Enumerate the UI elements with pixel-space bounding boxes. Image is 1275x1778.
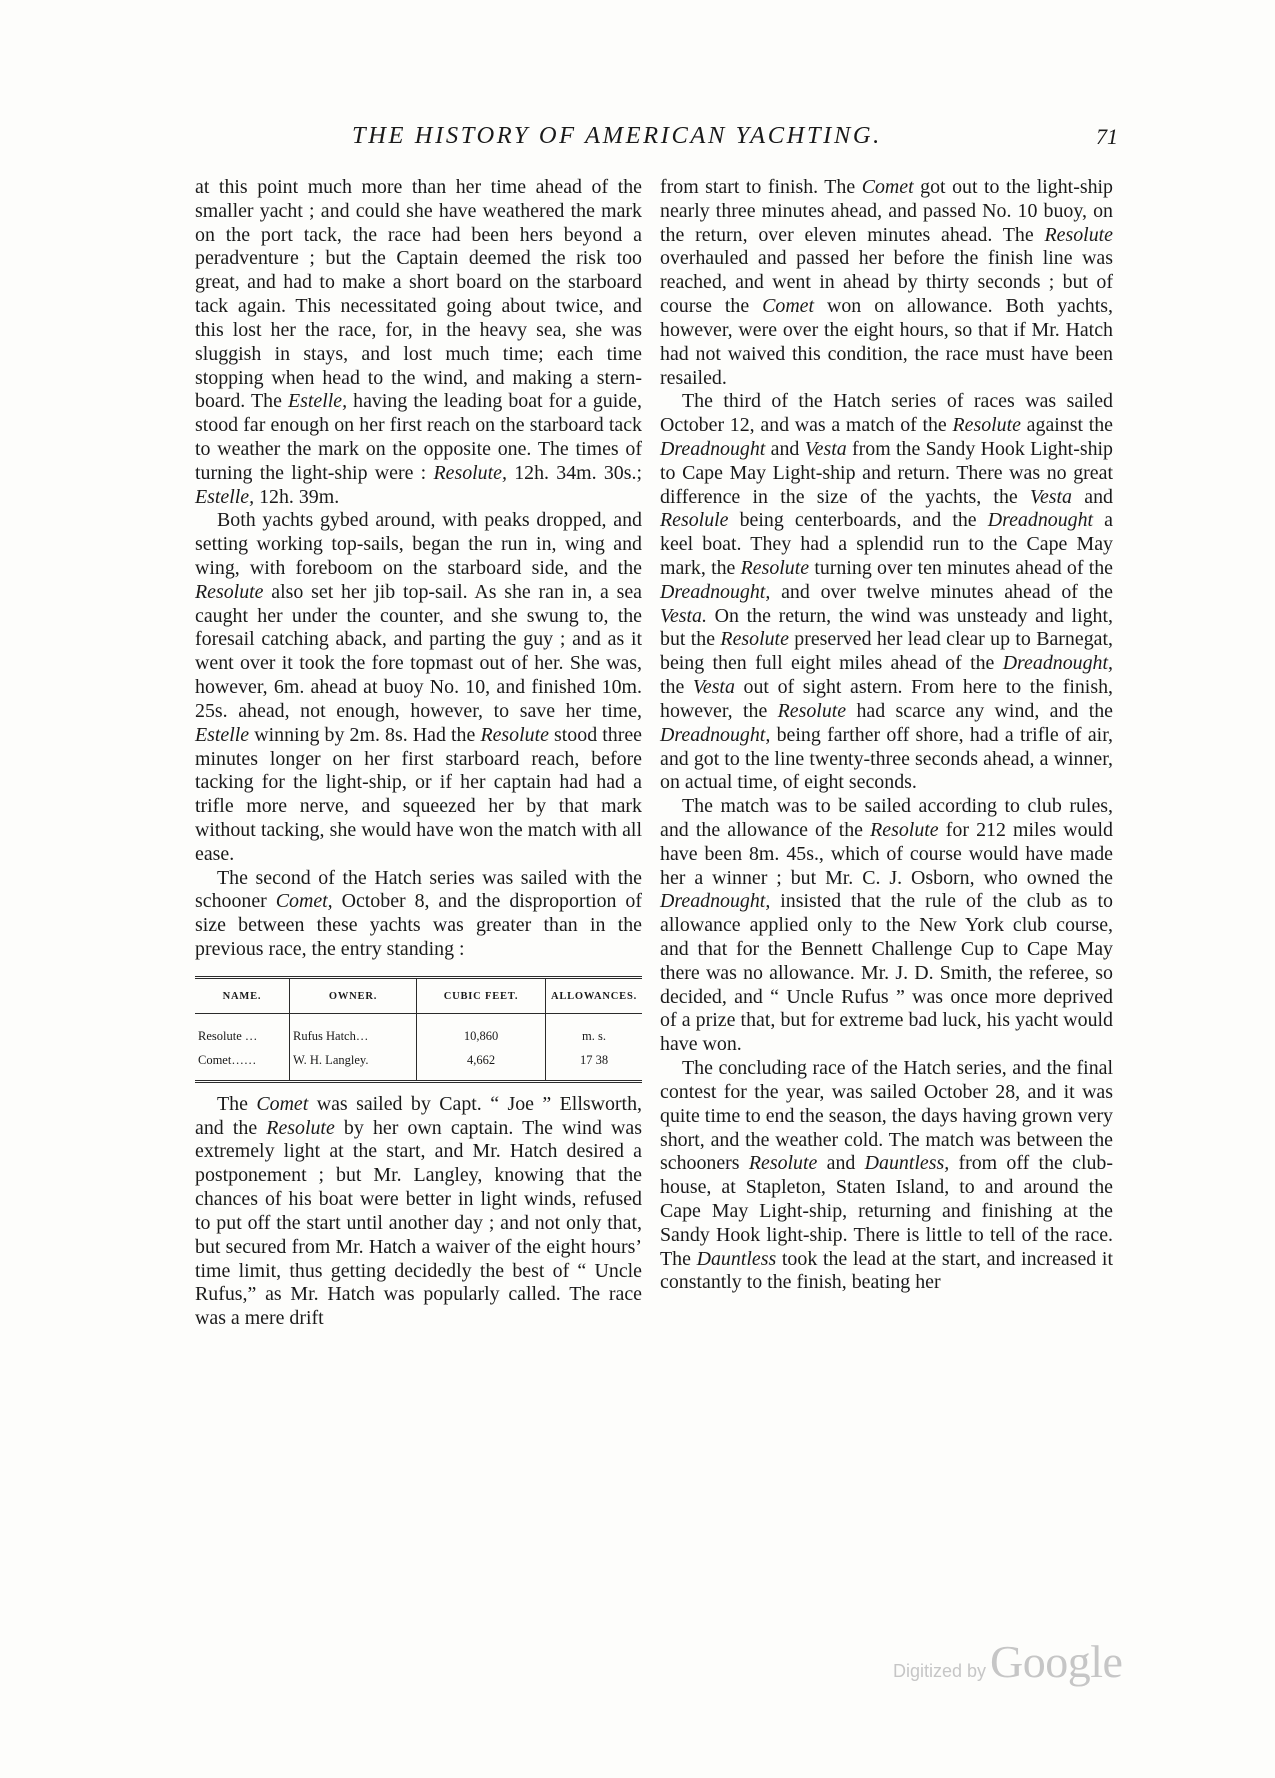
vessel-name: Vesta: [1030, 485, 1072, 508]
paragraph: [195, 1093, 642, 1331]
text-run: being centerboards, and the: [728, 509, 988, 532]
text-run: being farther off shore, had a trifle of air, and got to the line twenty-three seconds ahead, a winner, on actual time, of eight seconds.: [660, 723, 1113, 794]
vessel-name: Estelle: [195, 723, 250, 746]
text-run: and over twelve minutes ahead of the: [770, 580, 1113, 603]
running-title: THE HISTORY OF AMERICAN YACHTING.: [352, 122, 882, 149]
cell-cubic-feet: 10,860: [417, 1013, 546, 1048]
text-run: having the leading boat for a guide, stood far enough on her first reach on the starboard tack to weather the mark on the opposite one. The times of turning the light-ship were :: [195, 390, 642, 484]
right-column: [660, 176, 1113, 1295]
text-run: for 212 miles would have been 8m. 45s., which of course would have made her a winner ; but Mr. C. J. Osborn, who owned the: [660, 818, 1113, 889]
text-run: also set her jib top-sail. As she ran in, a sea caught her under the counter, and she swung to, the foresail catching aback, and parting the guy ; and as it went over it took the fore topmast out of her. She was, however, 6m. ahead at buoy No. 10, and finished 10m. 25s. ahead, not enough, however, to save her time,: [195, 580, 642, 722]
running-head: [190, 122, 1118, 154]
vessel-name: Comet: [861, 176, 914, 198]
cell-name: Comet……: [198, 1052, 257, 1067]
vessel-name: Resolute: [195, 580, 264, 603]
entry-table-grid: [195, 979, 642, 1080]
text-run: by her own captain. The wind was extremely light at the start, and Mr. Hatch desired a postponement ; but Mr. Langley, knowing that the chances of his boat were better in light winds, refused to put off the start until another day ; and not only that, but secured from Mr. Hatch a waiver of the eight hours’ time limit, thus getting decidedly the best of “ Uncle Rufus,” as Mr. Hatch was popularly called. The race was a mere drift: [195, 1116, 642, 1330]
text-run: had scarce any wind, and the: [846, 699, 1113, 722]
text-run: a keel boat. They had a splendid run to the Cape May mark, the: [660, 509, 1113, 579]
vessel-name: Comet,: [275, 890, 333, 913]
vessel-name: Resolute: [480, 723, 549, 746]
text-run: from start to finish. The: [660, 176, 862, 198]
text-run: took the lead at the start, and increased it constantly to the finish, beating her: [660, 1247, 1113, 1294]
vessel-name: Dreadnought,: [660, 580, 771, 603]
text-run: insisted that the rule of the club as to allowance applied only to the New York club course, and that for the Bennett Challenge Cup to Cape May there was no allowance. Mr. J. D. Smith, the referee, so decided, and “ Uncle Rufus ” was once more deprived of a prize that, but for extreme bad luck, his yacht would have won.: [660, 890, 1113, 1056]
text-run: turning over ten minutes ahead of the: [809, 557, 1113, 579]
text-run: preserved her lead clear up to Barnegat, being then full eight miles ahead of the: [660, 628, 1113, 675]
paragraph: [660, 390, 1113, 795]
cell-name: Resolute …: [198, 1028, 258, 1043]
page-number: 71: [1096, 124, 1118, 149]
text-run: winning by 2m. 8s. Had the: [249, 723, 481, 746]
vessel-name: Resolule: [660, 509, 729, 532]
vessel-name: Comet: [256, 1092, 309, 1115]
text-run: The third of the Hatch series of races was sailed October 12, and was a match of the: [660, 390, 1113, 437]
text-run: the: [660, 676, 693, 699]
vessel-name: Resolute: [740, 557, 810, 579]
text-run: at this point much more than her time ahead of the smaller yacht ; and could she have weathered the mark on the port tack, the race had been hers beyond a peradventure ; but the Captain deemed the risk too great, and had to make a short board on the starboard tack again. This necessitated going about twice, and this lost her the race, for, in the heavy sea, she was sluggish in stays, and lost much time; each time stopping when head to the wind, and making a stern-board. The: [195, 176, 642, 413]
vessel-name: Dreadnought: [660, 437, 766, 460]
text-run: The second of the Hatch series was sailed with the schooner: [195, 866, 642, 913]
text-run: October 8, and the disproportion of size between these yachts was greater than in the previous race, the entry standing :: [195, 890, 643, 960]
digitized-watermark: [893, 1635, 1122, 1688]
table-header-row: [195, 979, 642, 1014]
cell-cubic-feet: 4,662: [417, 1048, 546, 1080]
vessel-name: Resolute: [777, 699, 847, 722]
table-row: [195, 1048, 642, 1080]
vessel-name: Dauntless: [696, 1247, 777, 1270]
vessel-name: Comet: [762, 295, 815, 318]
vessel-name: Resolute: [720, 628, 789, 651]
text-run: from off the club-house, at Stapleton, Staten Island, to and around the Cape May Light-ship, returning and finishing at the Sandy Hook light-ship. There is little to tell of the race. The: [660, 1152, 1113, 1270]
text-run: and: [817, 1152, 865, 1175]
text-run: The concluding race of the Hatch series, and the final contest for the year, was sailed October 28, and it was quite time to end the season, the days having grown very short, and the weather cold. The match was between the schooners: [660, 1057, 1113, 1175]
text-run: 12h. 39m.: [254, 485, 340, 508]
text-run: 12h. 34m. 30s.;: [506, 461, 642, 484]
cell-allowance: 17 38: [546, 1048, 643, 1080]
vessel-name: Dreadnought,: [660, 723, 771, 746]
vessel-name: Vesta.: [660, 604, 707, 627]
vessel-name: Resolute: [1044, 223, 1113, 246]
text-run: and: [765, 437, 805, 460]
column-header-name: NAME.: [195, 979, 290, 1014]
left-column: [195, 176, 642, 1331]
column-header-cubic-feet: CUBIC FEET.: [417, 979, 546, 1014]
text-run: out of sight astern. From here to the finish, however, the: [660, 676, 1113, 722]
text-run: The: [217, 1092, 257, 1115]
column-header-allowances: ALLOWANCES.: [546, 979, 643, 1014]
text-run: was sailed by Capt. “ Joe ” Ellsworth, and the: [195, 1092, 642, 1139]
vessel-name: Resolute: [870, 818, 939, 841]
vessel-name: Resolute: [952, 414, 1021, 437]
text-run: overhauled and passed her before the finish line was reached, and went in ahead by thirty seconds ; but of course the: [660, 247, 1113, 318]
vessel-name: Dauntless,: [864, 1152, 950, 1175]
text-run: On the return, the wind was unsteady and light, but the: [660, 604, 1113, 651]
vessel-name: Dreadnought,: [660, 890, 771, 913]
watermark-prefix: Digitized by: [893, 1661, 987, 1681]
paragraph: [660, 1057, 1113, 1295]
text-run: The match was to be sailed according to club rules, and the allowance of the: [660, 795, 1113, 841]
vessel-name: Dreadnought: [987, 509, 1094, 532]
vessel-name: Resolute: [748, 1152, 818, 1175]
text-run: got out to the light-ship nearly three minutes ahead, and passed No. 10 buoy, on the return, over eleven minutes ahead. The: [660, 176, 1113, 246]
cell-owner: W. H. Langley.: [290, 1048, 417, 1080]
vessel-name: Dreadnought,: [1002, 652, 1113, 675]
vessel-name: Vesta: [804, 437, 847, 460]
table-row: [195, 1013, 642, 1048]
vessel-name: Estelle,: [195, 485, 255, 508]
text-run: Both yachts gybed around, with peaks dropped, and setting working top-sails, began the run in, wing and wing, with foreboom on the starboard side, and the: [195, 509, 642, 579]
text-run: and: [1072, 485, 1113, 508]
google-logo: Google: [990, 1636, 1123, 1687]
paragraph: [195, 176, 642, 509]
paragraph: [195, 867, 642, 962]
vessel-name: Resolute: [266, 1116, 335, 1139]
text-run: won on allowance. Both yachts, however, were over the eight hours, so that if Mr. Hatch had not waived this condition, the race must have been resailed.: [660, 295, 1113, 389]
paragraph: [195, 509, 642, 866]
vessel-name: Resolute,: [433, 461, 507, 484]
vessel-name: Estelle,: [287, 390, 348, 413]
text-run: stood three minutes longer on her first starboard reach, before tacking for the light-ship, or if her captain had had a trifle more nerve, and squeezed her by that mark without tacking, she would have won the match with all ease.: [195, 723, 642, 865]
paragraph: [660, 176, 1113, 390]
cell-owner: Rufus Hatch…: [290, 1013, 417, 1048]
entry-table: [195, 976, 642, 1083]
column-header-owner: OWNER.: [290, 979, 417, 1014]
vessel-name: Vesta: [692, 676, 735, 699]
text-run: from the Sandy Hook Light-ship to Cape May Light-ship and return. There was no great difference in the size of the yachts, the: [660, 437, 1113, 508]
paragraph: [660, 795, 1113, 1057]
cell-allowance: m. s.: [546, 1013, 643, 1048]
text-run: against the: [1020, 414, 1114, 437]
